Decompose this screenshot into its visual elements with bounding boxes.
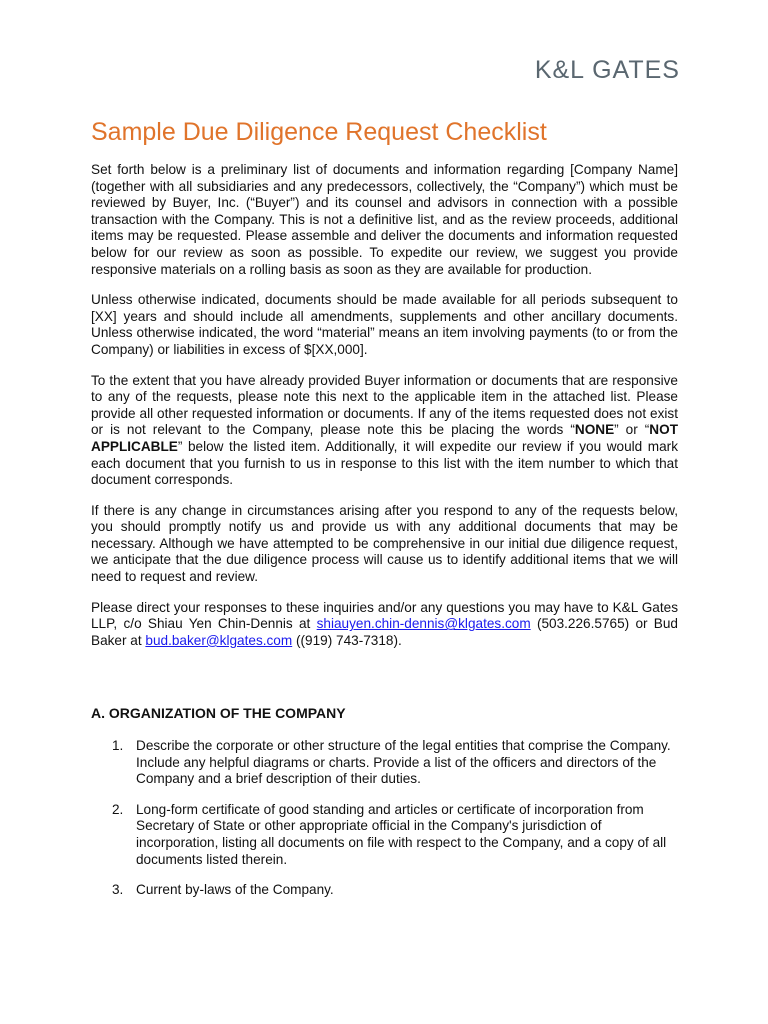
contacts-text-end: ((919) 743-7318).	[292, 632, 402, 648]
extent-text-end: ” below the listed item. Additionally, it will expedite our review if you would mark each document that you furnish to us in response to this list with the item number to which that document corresponds.	[91, 438, 678, 488]
change-paragraph: If there is any change in circumstances arising after you respond to any of the requests below, you should promptly notify us and provide us with any additional documents that may be necessary. Although we have attempted to be comprehensive in our initial due diligence request, we anticipate that the due diligence process will cause us to identify additional items that we will need to request and review.	[91, 502, 678, 585]
email-link-shiauyen[interactable]: shiauyen.chin-dennis@klgates.com	[316, 616, 531, 632]
email-link-bud-baker[interactable]: bud.baker@klgates.com	[145, 632, 293, 648]
item-text: Current by-laws of the Company.	[136, 882, 334, 898]
periods-paragraph: Unless otherwise indicated, documents should be made available for all periods subsequent to [XX] years and should include all amendments, supplements and other ancillary documents. Unless otherwise indicated, the word “material” means an item involving payments (to or from the Company) or liabilities in excess of $[XX,000].	[91, 292, 678, 357]
contacts-paragraph	[91, 600, 678, 650]
company-logo: K&L GATES	[534, 56, 680, 84]
contacts-text-start: Please direct your responses to these inquiries and/or any questions you may have to K&L Gates LLP, c/o Shiau Yen Chin-Dennis at	[91, 599, 678, 632]
extent-text-middle: ” or “	[614, 422, 650, 438]
item-number: 2.	[112, 801, 124, 817]
list-item	[112, 738, 678, 788]
list-item	[112, 882, 678, 899]
extent-paragraph	[91, 373, 678, 489]
section-heading-organization: A. ORGANIZATION OF THE COMPANY	[91, 705, 346, 721]
intro-paragraph: Set forth below is a preliminary list of documents and information regarding [Company Name] (together with all subsidiaries and any predecessors, collectively, the “Company”) which must be reviewed by Buyer, Inc. (“Buyer”) and its counsel and advisors in connection with a possible transaction with the Company. This is not a definitive list, and as the review proceeds, additional items may be requested. Please assemble and deliver the documents and information requested below for our review as soon as possible. To expedite our review, we suggest you provide responsive materials on a rolling basis as soon as they are available for production.	[91, 162, 678, 277]
contacts-text-middle: (503.226.5765) or Bud Baker at	[91, 616, 678, 648]
none-keyword: NONE	[574, 422, 615, 438]
item-text: Long-form certificate of good standing and articles or certificate of incorporation from Secretary of State or other appropriate official in the Company's jurisdiction of incorporation, listing all documents on file with respect to the Company, and a copy of all documents listed therein.	[136, 801, 667, 867]
list-item	[112, 802, 678, 868]
item-number: 1.	[112, 738, 124, 753]
organization-item-list	[112, 738, 678, 913]
page-title: Sample Due Diligence Request Checklist	[91, 118, 547, 146]
item-text: Describe the corporate or other structure of the legal entities that comprise the Company. Include any helpful diagrams or charts. Provide a list of the officers and directors of the Company and a brief description of their duties.	[136, 738, 671, 787]
extent-text-start: To the extent that you have already provided Buyer information or documents that are responsive to any of the requests, please note this next to the applicable item in the attached list. Please provide all other requested information or documents. If any of the items requested does not exist or is not relevant to the Company, please note this be placing the words “	[91, 372, 678, 438]
document-body	[91, 162, 678, 663]
not-applicable-keyword: NOT APPLICABLE	[91, 422, 678, 454]
item-number: 3.	[112, 882, 124, 898]
